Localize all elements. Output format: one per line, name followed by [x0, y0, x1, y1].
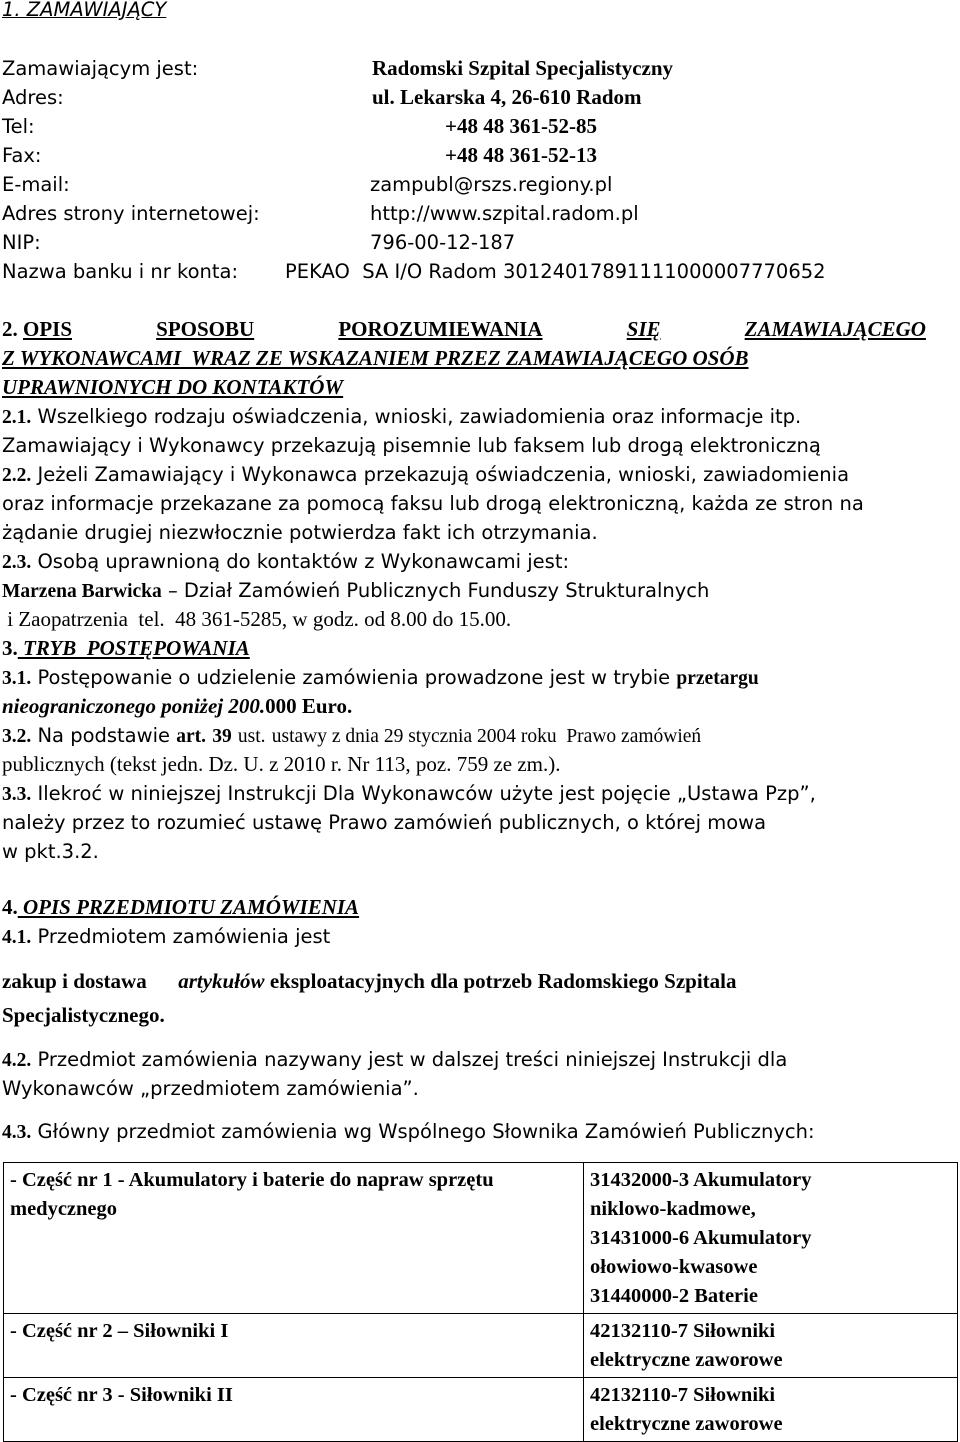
contact-label-tel: Tel: — [2, 115, 35, 138]
paragraph-4-1-line-1 — [2, 922, 330, 952]
paragraph-2-1-line-2: Zamawiający i Wykonawcy przekazują pisemnie lub faksem lub drogą elektroniczną — [2, 434, 821, 457]
table-row — [4, 1314, 958, 1378]
paragraph-4-2-line-1 — [2, 1045, 928, 1075]
paragraph-2-2-text-1: Jeżeli Zamawiający i Wykonawca przekazują oświadczenia, wnioski, zawiadomienia — [37, 463, 850, 486]
paragraph-4-3-text: Główny przedmiot zamówienia wg Wspólnego Słownika Zamówień Publicznych: — [37, 1120, 815, 1143]
contact-value-orderer: Radomski Szpital Specjalistyczny — [372, 56, 674, 80]
paragraph-4-2-text-1: Przedmiot zamówienia nazywany jest w dalszej treści niniejszej Instrukcji dla — [37, 1048, 788, 1071]
section-2-heading-word-porozumiewania: POROZUMIEWANIA — [338, 317, 543, 341]
section-4-heading — [2, 893, 359, 922]
paragraph-2-1-number: 2.1. — [2, 407, 32, 428]
section-1-heading — [2, 0, 166, 24]
paragraph-3-1-amount: 000 Euro. — [265, 694, 353, 718]
cpv-line: 31432000-3 Akumulatory — [590, 1169, 812, 1191]
section-2-heading-word-sposobu: SPOSOBU — [156, 317, 255, 341]
paragraph-4-2-number: 4.2. — [2, 1050, 32, 1071]
paragraph-3-3-line-2: należy przez to rozumieć ustawę Prawo zamówień publicznych, o której mowa — [2, 811, 767, 834]
section-3-heading — [2, 634, 250, 663]
paragraph-4-1-subject-line-1 — [2, 967, 956, 996]
cpv-line: 31440000-2 Baterie — [590, 1285, 758, 1307]
section-3-heading-text: TRYB POSTĘPOWANIA — [17, 636, 250, 660]
paragraph-2-3-text-1: Osobą uprawnioną do kontaktów z Wykonawcami jest: — [37, 550, 570, 573]
contact-value-website: http://www.szpital.radom.pl — [370, 202, 639, 225]
paragraph-2-3-number: 2.3. — [2, 552, 32, 573]
cpv-line: 42132110-7 Siłowniki — [590, 1384, 776, 1406]
cpv-line: 31431000-6 Akumulatory — [590, 1227, 812, 1249]
table-cell-part: - Część nr 1 - Akumulatory i baterie do napraw sprzętu medycznego — [4, 1163, 584, 1314]
paragraph-3-3-text-1: Ilekroć w niniejszej Instrukcji Dla Wykonawców użyte jest pojęcie „Ustawa Pzp”, — [37, 782, 816, 805]
cpv-line: elektryczne zaworowe — [590, 1349, 783, 1371]
parts-table — [3, 1162, 958, 1442]
table-row — [4, 1163, 958, 1314]
section-2-heading-word-sie: SIĘ — [626, 317, 661, 341]
paragraph-3-2-text-e: ustawy z dnia 29 stycznia 2004 roku Prawo zamówień — [271, 726, 702, 747]
paragraph-3-2-art: art. — [176, 726, 206, 747]
table-cell-cpv — [584, 1314, 958, 1378]
contact-label-bank: Nazwa banku i nr konta: — [2, 260, 239, 283]
paragraph-2-2-line-1 — [2, 460, 928, 490]
cpv-line: ołowiowo-kwasowe — [590, 1256, 758, 1278]
paragraph-3-3-line-1 — [2, 779, 928, 809]
paragraph-4-2-line-2: Wykonawców „przedmiotem zamówienia”. — [2, 1077, 419, 1100]
contact-value-address: ul. Lekarska 4, 26-610 Radom — [372, 85, 642, 109]
contact-value-nip: 796-00-12-187 — [370, 231, 516, 254]
contact-label-email: E-mail: — [2, 173, 70, 196]
section-2-heading-word-opis: OPIS — [23, 317, 73, 341]
paragraph-4-3-line-1 — [2, 1117, 815, 1147]
section-4-heading-text: OPIS PRZEDMIOTU ZAMÓWIENIA — [17, 895, 360, 919]
paragraph-2-3-line-3: i Zaopatrzenia tel. 48 361-5285, w godz. od 8.00 do 15.00. — [2, 607, 512, 631]
paragraph-2-3-line-2 — [2, 576, 928, 606]
cpv-line: niklowo-kadmowe, — [590, 1198, 756, 1220]
contact-value-bank: PEKAO SA I/O Radom 30124017891111000007770652 — [285, 260, 826, 283]
paragraph-3-2-ust: ust. — [237, 726, 266, 747]
section-2-heading-line-1 — [2, 315, 926, 344]
paragraph-3-3-line-3: w pkt.3.2. — [2, 840, 99, 863]
contact-label-nip: NIP: — [2, 231, 41, 254]
paragraph-2-1-text-1: Wszelkiego rodzaju oświadczenia, wnioski, zawiadomienia oraz informacje itp. — [37, 405, 802, 428]
subject-articles: artykułów — [178, 969, 265, 993]
section-2-heading-number: 2. — [2, 317, 18, 341]
paragraph-3-1-bold: przetargu — [676, 668, 759, 689]
table-cell-part: - Część nr 3 - Siłowniki II — [4, 1378, 584, 1442]
section-2-heading-line-2: Z WYKONAWCAMI WRAZ ZE WSKAZANIEM PRZEZ ZAMAWIAJĄCEGO OSÓB — [2, 346, 749, 370]
paragraph-4-1-text: Przedmiotem zamówienia jest — [37, 925, 331, 948]
contact-value-fax: +48 48 361-52-13 — [445, 143, 597, 167]
contact-person-name: Marzena Barwicka — [2, 581, 162, 602]
contact-value-email: zampubl@rszs.regiony.pl — [370, 173, 613, 196]
paragraph-2-2-line-2: oraz informacje przekazane za pomocą faksu lub drogą elektroniczną, każda ze stron na — [2, 492, 864, 515]
cpv-line: 42132110-7 Siłowniki — [590, 1320, 776, 1342]
section-3-heading-number: 3. — [2, 636, 18, 660]
paragraph-3-2-line-1 — [2, 721, 928, 751]
section-2-heading-word-1 — [2, 315, 72, 344]
section-2-heading-line-3: UPRAWNIONYCH DO KONTAKTÓW — [2, 375, 344, 399]
table-cell-cpv — [584, 1378, 958, 1442]
contact-person-department: – Dział Zamówień Publicznych Funduszy Strukturalnych — [161, 579, 710, 602]
paragraph-2-3-line-1 — [2, 547, 569, 577]
table-cell-part: - Część nr 2 – Siłowniki I — [4, 1314, 584, 1378]
paragraph-3-1-italic: nieograniczonego poniżej 200. — [2, 694, 266, 718]
subject-purchase: zakup i dostawa — [2, 969, 147, 993]
contact-label-address: Adres: — [2, 86, 64, 109]
paragraph-3-2-text-a: Na podstawie — [37, 724, 170, 747]
cpv-line: elektryczne zaworowe — [590, 1413, 783, 1435]
paragraph-3-1-number: 3.1. — [2, 668, 32, 689]
contact-label-website: Adres strony internetowej: — [2, 202, 260, 225]
paragraph-3-1-text: Postępowanie o udzielenie zamówienia prowadzone jest w trybie — [37, 666, 671, 689]
paragraph-3-3-number: 3.3. — [2, 784, 32, 805]
paragraph-3-1-line-2 — [2, 692, 352, 721]
table-row — [4, 1378, 958, 1442]
contact-label-fax: Fax: — [2, 144, 42, 167]
contact-label-orderer: Zamawiającym jest: — [2, 57, 199, 80]
section-1-heading-text: 1. ZAMAWIAJĄCY — [2, 0, 167, 21]
paragraph-4-1-subject-line-2: Specjalistycznego. — [2, 1003, 165, 1027]
paragraph-2-1-line-1 — [2, 402, 924, 432]
paragraph-3-2-number: 3.2. — [2, 726, 32, 747]
contact-value-tel: +48 48 361-52-85 — [445, 114, 597, 138]
section-4-heading-number: 4. — [2, 895, 18, 919]
paragraph-2-2-number: 2.2. — [2, 465, 32, 486]
subject-description: eksploatacyjnych dla potrzeb Radomskiego Szpitala — [269, 969, 737, 993]
paragraph-4-1-number: 4.1. — [2, 927, 32, 948]
section-2-heading-word-zamawiajacego: ZAMAWIAJĄCEGO — [744, 317, 926, 341]
paragraph-2-2-line-3: żądanie drugiej niezwłocznie potwierdza fakt ich otrzymania. — [2, 521, 598, 544]
table-cell-cpv — [584, 1163, 958, 1314]
paragraph-3-1-line-1 — [2, 663, 928, 693]
paragraph-3-2-article-number: 39 — [212, 726, 232, 747]
paragraph-3-2-line-2: publicznych (tekst jedn. Dz. U. z 2010 r. Nr 113, poz. 759 ze zm.). — [2, 752, 561, 776]
paragraph-4-3-number: 4.3. — [2, 1122, 32, 1143]
